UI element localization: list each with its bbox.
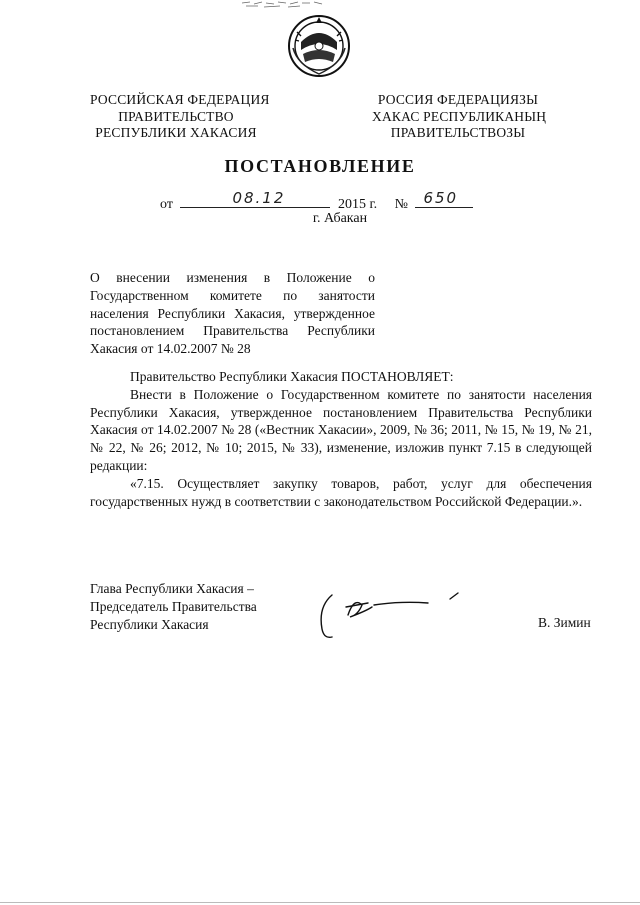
- signer-title-line: Республики Хакасия: [90, 616, 209, 632]
- year-label: 2015 г.: [337, 197, 378, 212]
- header-left-line: РОССИЙСКАЯ ФЕДЕРАЦИЯ: [90, 92, 270, 107]
- date-number-line: [160, 189, 473, 213]
- city-label: [0, 211, 640, 227]
- number-fill-line: [415, 189, 473, 208]
- number-label: №: [394, 197, 408, 212]
- header-right-line: ПРАВИТЕЛЬСТВОЗЫ: [390, 125, 526, 140]
- date-from-label: от: [160, 197, 173, 212]
- header-left-block: [90, 92, 270, 142]
- document-body: [90, 368, 592, 510]
- handwritten-date: 08.12: [232, 189, 286, 207]
- signer-title-line: Глава Республики Хакасия –: [90, 581, 254, 596]
- signer-title-line: Председатель Правительства: [90, 598, 257, 614]
- page-edge: [0, 902, 640, 903]
- body-paragraph: Внести в Положение о Государственном комитете по занятости населения Республики Хакасия, утвержденное постановлением Правительства Республики Хакасия от 14.02.2007 № 28 («Вестник Хакасии», 2009, № 36; 2011, № 15, № 19, № 21, № 22, № 26; 2012, № 10; 2015, № 33), изменение, изложив пункт 7.15 в следующей редакции:: [90, 386, 592, 473]
- body-paragraph: «7.15. Осуществляет закупку товаров, работ, услуг для обеспечения государственных нужд в соответствии с законодательством Российской Федерации.».: [90, 475, 592, 509]
- document-title: ПОСТАНОВЛЕНИЕ: [224, 156, 416, 176]
- handwritten-signature-icon: [310, 585, 470, 645]
- signer-name: В. Зимин: [538, 615, 591, 630]
- header-left-line: РЕСПУБЛИКИ ХАКАСИЯ: [95, 125, 257, 140]
- date-fill-line: [180, 189, 330, 208]
- city-text: г. Абакан: [312, 211, 368, 226]
- document-subject: [90, 269, 375, 358]
- handwritten-number: 650: [423, 189, 459, 207]
- body-paragraph: Правительство Республики Хакасия ПОСТАНОВЛЯЕТ:: [130, 369, 454, 384]
- header-left-line: ПРАВИТЕЛЬСТВО: [118, 108, 234, 124]
- header-right-line: ХАКАС РЕСПУБЛИКАНЫҢ: [372, 108, 547, 124]
- header-right-block: [372, 92, 547, 142]
- header-right-line: РОССИЯ ФЕДЕРАЦИЯЗЫ: [377, 92, 539, 107]
- signer-position: [90, 580, 257, 633]
- subject-text: О внесении изменения в Положение о Государственном комитете по занятости населения Республики Хакасия, утвержденное постановлением Правительства Республики Хакасия от 14.02.2007 № 28: [90, 270, 375, 357]
- coat-of-arms-icon: [283, 8, 355, 80]
